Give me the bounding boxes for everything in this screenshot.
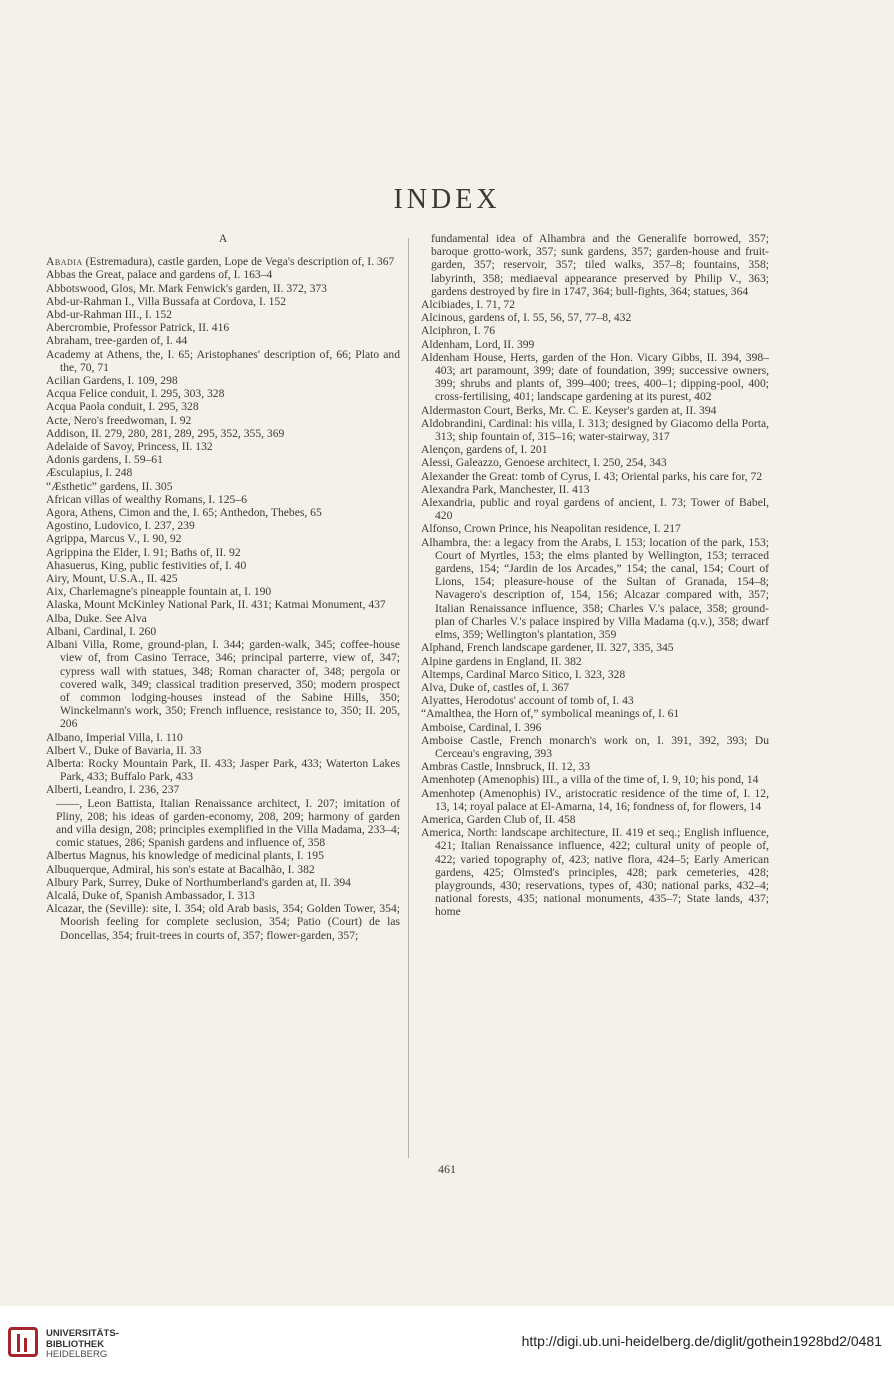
index-entry (421, 641, 769, 654)
entry-text: Alyattes, Herodotus' account of tomb of, I. 43 (421, 694, 634, 708)
entry-text: Alba, Duke. See Alva (46, 611, 147, 625)
index-entry (421, 721, 769, 734)
index-entry (421, 443, 769, 456)
index-entry (46, 731, 400, 744)
entry-text: Alva, Duke of, castles of, I. 367 (421, 680, 570, 694)
index-entry (421, 707, 769, 720)
entry-text: Aldenham House, Herts, garden of the Hon. Vicary Gibbs, II. 394, 398–403; art paramount, 399; date of foundation, 399; successive owners, 399; shrubs and plants of, 399–400; trees, 400–1; dipping-pool, 400; cross-fertilising, 401; landscape gardening at its purest, 402 (421, 350, 769, 404)
index-entry (46, 295, 400, 308)
index-entry (421, 734, 769, 760)
index-entry (46, 612, 400, 625)
index-entry (46, 268, 400, 281)
entry-text: Acqua Felice conduit, I. 295, 303, 328 (46, 387, 225, 401)
entry-text: Albury Park, Surrey, Duke of Northumberland's garden at, II. 394 (46, 875, 351, 889)
index-entry (46, 334, 400, 347)
footer-bar (0, 1306, 894, 1385)
entry-text: Abbas the Great, palace and gardens of, I. 163–4 (46, 268, 273, 282)
entry-text: Albert V., Duke of Bavaria, II. 33 (46, 743, 202, 757)
index-entry (421, 456, 769, 469)
index-entry (46, 255, 400, 268)
index-entry (46, 797, 400, 850)
entry-text: Ahasuerus, King, public festivities of, I. 40 (46, 558, 247, 572)
entry-text: Amboise, Cardinal, I. 396 (421, 720, 542, 734)
index-entry (421, 655, 769, 668)
source-url-link[interactable]: http://digi.ub.uni-heidelberg.de/diglit/gothein1928bd2/0481 (521, 1333, 882, 1349)
index-entry (421, 232, 769, 298)
index-entry (46, 427, 400, 440)
index-entry (46, 414, 400, 427)
index-entry (421, 681, 769, 694)
entry-text: Alciphron, I. 76 (421, 324, 496, 338)
index-entry (46, 585, 400, 598)
entry-text: Agora, Athens, Cimon and the, I. 65; Anthedon, Thebes, 65 (46, 506, 322, 520)
entry-headword: Abadia (46, 255, 83, 269)
entry-text: Ambras Castle, Innsbruck, II. 12, 33 (421, 760, 591, 774)
index-entry (421, 311, 769, 324)
index-entry (421, 338, 769, 351)
column-divider (408, 238, 409, 1158)
entry-text: Alcinous, gardens of, I. 55, 56, 57, 77–8, 432 (421, 311, 632, 325)
entry-text: fundamental idea of Alhambra and the Generalife borrowed, 357; baroque grotto-work, 357; sunk gardens, 357; garden-house and fruit-garden, 357; reservoir, 357; tiled walks, 357–8; fountains, 358; labyrinth, 358; mediaeval appearance preserved by Philip V., 363; gardens destroyed by fire in 1747, 364; bull-fights, 364; statues, 364 (431, 232, 769, 298)
index-entry (46, 598, 400, 611)
index-entry (46, 308, 400, 321)
entry-text: Amenhotep (Amenophis) IV., aristocratic residence of the time of, I. 12, 13, 14; royal palace at El-Amarna, 14, 16; fondness of, for flowers, 14 (421, 786, 769, 813)
entry-text: Abraham, tree-garden of, I. 44 (46, 334, 188, 348)
index-entry (421, 668, 769, 681)
entry-text: Addison, II. 279, 280, 281, 289, 295, 352, 355, 369 (46, 426, 285, 440)
entry-text: Abd-ur-Rahman III., I. 152 (46, 308, 172, 322)
library-logo-icon (8, 1327, 38, 1357)
entry-text: ——, Leon Battista, Italian Renaissance architect, I. 207; imitation of Pliny, 208; his ideas of garden-economy, 208, 209; harmony of garden and villa design, 208; principles exemplified in the Villa Madama, 233–4; comic statues, 286; Spanish gardens and influence of, 358 (56, 796, 400, 850)
page-title: INDEX (393, 184, 501, 215)
index-entry (421, 351, 769, 404)
index-entry (46, 532, 400, 545)
entry-text: America, Garden Club of, II. 458 (421, 812, 576, 826)
entry-text: Alcalá, Duke of, Spanish Ambassador, I. 313 (46, 888, 255, 902)
index-entry (46, 348, 400, 374)
entry-text: Adonis gardens, I. 59–61 (46, 453, 163, 467)
index-entry (46, 440, 400, 453)
index-entry (421, 787, 769, 813)
index-entry (46, 638, 400, 730)
index-entry (46, 519, 400, 532)
entry-text: Aix, Charlemagne's pineapple fountain at, I. 190 (46, 585, 272, 599)
entry-text: Alhambra, the: a legacy from the Arabs, I. 153; location of the park, 153; Court of Myrtles, 153; the elms planted by Wellington, 153; terraced gardens, 154; “Jardin de los Arcades,” 154; the canal, 154; Court of Lions, 154; pleasure-house of the Sultan of Granada, 154–8; Navagero's description of, 154, 156; Alcazar compared with, 357; Italian Renaissance influence, 358; Charles V.'s palace, 358; ground-plan of Charles V.'s palace inspired by Villa Madama (q.v.), 358; dwarf elms, 359; Wellington's plantation, 359 (421, 535, 769, 642)
entry-text: Albuquerque, Admiral, his son's estate at Bacalhão, I. 382 (46, 862, 315, 876)
entry-text: Amenhotep (Amenophis) III., a villa of the time of, I. 9, 10; his pond, 14 (421, 773, 759, 787)
entry-text: Abd-ur-Rahman I., Villa Bussafa at Cordova, I. 152 (46, 294, 287, 308)
section-letter: A (218, 232, 228, 245)
entry-text: Abercrombie, Professor Patrick, II. 416 (46, 321, 230, 335)
entry-text: Alexandra Park, Manchester, II. 413 (421, 482, 590, 496)
entry-text: Adelaide of Savoy, Princess, II. 132 (46, 440, 213, 454)
index-entry (46, 876, 400, 889)
index-entry (421, 298, 769, 311)
entry-text: (Estremadura), castle garden, Lope de Vega's description of, I. 367 (82, 255, 395, 269)
index-column-right (421, 232, 769, 1162)
index-entry (46, 493, 400, 506)
index-entry (46, 453, 400, 466)
index-entry (46, 466, 400, 479)
entry-text: Agostino, Ludovico, I. 237, 239 (46, 519, 195, 533)
entry-text: America, North: landscape architecture, II. 419 et seq.; English influence, 421; Italian Renaissance influence, 422; cultural unity of people of, 422; varied topography of, 423; native flora, 424–5; Early American gardens, 425; Olmsted's principles, 428; park cemeteries, 428; playgrounds, 430; reservations, types of, 430; national parks, 432–4; national forests, 435; national monuments, 435–7; State lands, 437; home (421, 826, 769, 919)
index-entry (46, 506, 400, 519)
page-number: 461 (438, 1162, 456, 1176)
index-entry (421, 826, 769, 918)
entry-text: Alphand, French landscape gardener, II. 327, 335, 345 (421, 641, 674, 655)
library-name: UNIVERSITÄTS- BIBLIOTHEK HEIDELBERG (46, 1328, 119, 1360)
index-entry (46, 744, 400, 757)
entry-text: “Amalthea, the Horn of,” symbolical meanings of, I. 61 (421, 707, 680, 721)
entry-text: Aldermaston Court, Berks, Mr. C. E. Keyser's garden at, II. 394 (421, 403, 717, 417)
index-entry (46, 546, 400, 559)
index-entry (421, 324, 769, 337)
index-entry (46, 625, 400, 638)
entry-text: Alcibiades, I. 71, 72 (421, 298, 516, 312)
entry-text: Albani Villa, Rome, ground-plan, I. 344; garden-walk, 345; coffee-house view of, from Casino Terrace, 346; principal parterre, view of, 347; cypress wall with statues, 348; Roman character of, 348; pergola or covered walk, 349; classical tradition preserved, 350; modern prospect of common lodging-houses instead of the Sabine Hills, 350; Winckelmann's work, 350; French influence, resistance to, 350; II. 205, 206 (46, 638, 400, 731)
entry-text: Abbotswood, Glos, Mr. Mark Fenwick's garden, II. 372, 373 (46, 281, 327, 295)
entry-text: “Æsthetic” gardens, II. 305 (46, 479, 173, 493)
entry-text: Alcazar, the (Seville): site, I. 354; old Arab basis, 354; Golden Tower, 354; Moorish feeling for complete seclusion, 354; Patio (Court) de las Doncellas, 354; fruit-trees in courts of, 357; flower-garden, 357; (46, 902, 400, 942)
index-entry (46, 863, 400, 876)
index-entry (46, 889, 400, 902)
entry-text: Aldobrandini, Cardinal: his villa, I. 313; designed by Giacomo della Porta, 313; ship fountain of, 315–16; water-stairway, 317 (421, 416, 769, 444)
entry-text: Albano, Imperial Villa, I. 110 (46, 730, 183, 744)
entry-text: Alfonso, Crown Prince, his Neapolitan residence, I. 217 (421, 522, 681, 536)
index-entry (421, 483, 769, 496)
index-entry (421, 536, 769, 642)
entry-text: Airy, Mount, U.S.A., II. 425 (46, 572, 178, 586)
index-entry (421, 694, 769, 707)
entry-text: Academy at Athens, the, I. 65; Aristophanes' description of, 66; Plato and the, 70, 71 (46, 347, 400, 374)
index-entry (421, 417, 769, 443)
index-entry (46, 480, 400, 493)
entry-text: African villas of wealthy Romans, I. 125–6 (46, 492, 247, 506)
entry-text: Aldenham, Lord, II. 399 (421, 337, 535, 351)
index-entry (421, 404, 769, 417)
entry-text: Albani, Cardinal, I. 260 (46, 624, 157, 638)
entry-text: Acte, Nero's freedwoman, I. 92 (46, 413, 192, 427)
index-entry (46, 387, 400, 400)
entry-text: Alexandria, public and royal gardens of ancient, I. 73; Tower of Babel, 420 (421, 496, 769, 523)
entry-text: Albertus Magnus, his knowledge of medicinal plants, I. 195 (46, 849, 324, 863)
entry-text: Altemps, Cardinal Marco Sitico, I. 323, 328 (421, 667, 626, 681)
entry-text: Æsculapius, I. 248 (46, 466, 133, 480)
index-entry (421, 470, 769, 483)
entry-text: Alaska, Mount McKinley National Park, II. 431; Katmai Monument, 437 (46, 598, 386, 612)
entry-text: Alençon, gardens of, I. 201 (421, 443, 548, 457)
index-entry (46, 572, 400, 585)
index-entry (46, 849, 400, 862)
index-entry (46, 757, 400, 783)
entry-text: Agrippa, Marcus V., I. 90, 92 (46, 532, 182, 546)
index-entry (46, 902, 400, 942)
index-entry (46, 559, 400, 572)
entry-text: Amboise Castle, French monarch's work on, I. 391, 392, 393; Du Cerceau's engraving, 393 (421, 733, 769, 760)
entry-text: Alberta: Rocky Mountain Park, II. 433; Jasper Park, 433; Waterton Lakes Park, 433; Buffalo Park, 433 (46, 756, 400, 784)
index-entry (46, 374, 400, 387)
index-entry (46, 400, 400, 413)
index-entry (46, 282, 400, 295)
index-entry (421, 813, 769, 826)
index-entry (46, 321, 400, 334)
index-entry (421, 760, 769, 773)
entry-text: Alexander the Great: tomb of Cyrus, I. 43; Oriental parks, his care for, 72 (421, 469, 763, 483)
entry-text: Alberti, Leandro, I. 236, 237 (46, 783, 180, 797)
entry-text: Alpine gardens in England, II. 382 (421, 654, 582, 668)
entry-text: Agrippina the Elder, I. 91; Baths of, II. 92 (46, 545, 241, 559)
index-entry (421, 522, 769, 535)
index-entry (421, 496, 769, 522)
entry-text: Acqua Paola conduit, I. 295, 328 (46, 400, 199, 414)
index-column-left (46, 232, 400, 1162)
index-entry (46, 783, 400, 796)
entry-text: Alessi, Galeazzo, Genoese architect, I. 250, 254, 343 (421, 456, 667, 470)
index-entry (421, 773, 769, 786)
entry-text: Acilian Gardens, I. 109, 298 (46, 374, 178, 388)
